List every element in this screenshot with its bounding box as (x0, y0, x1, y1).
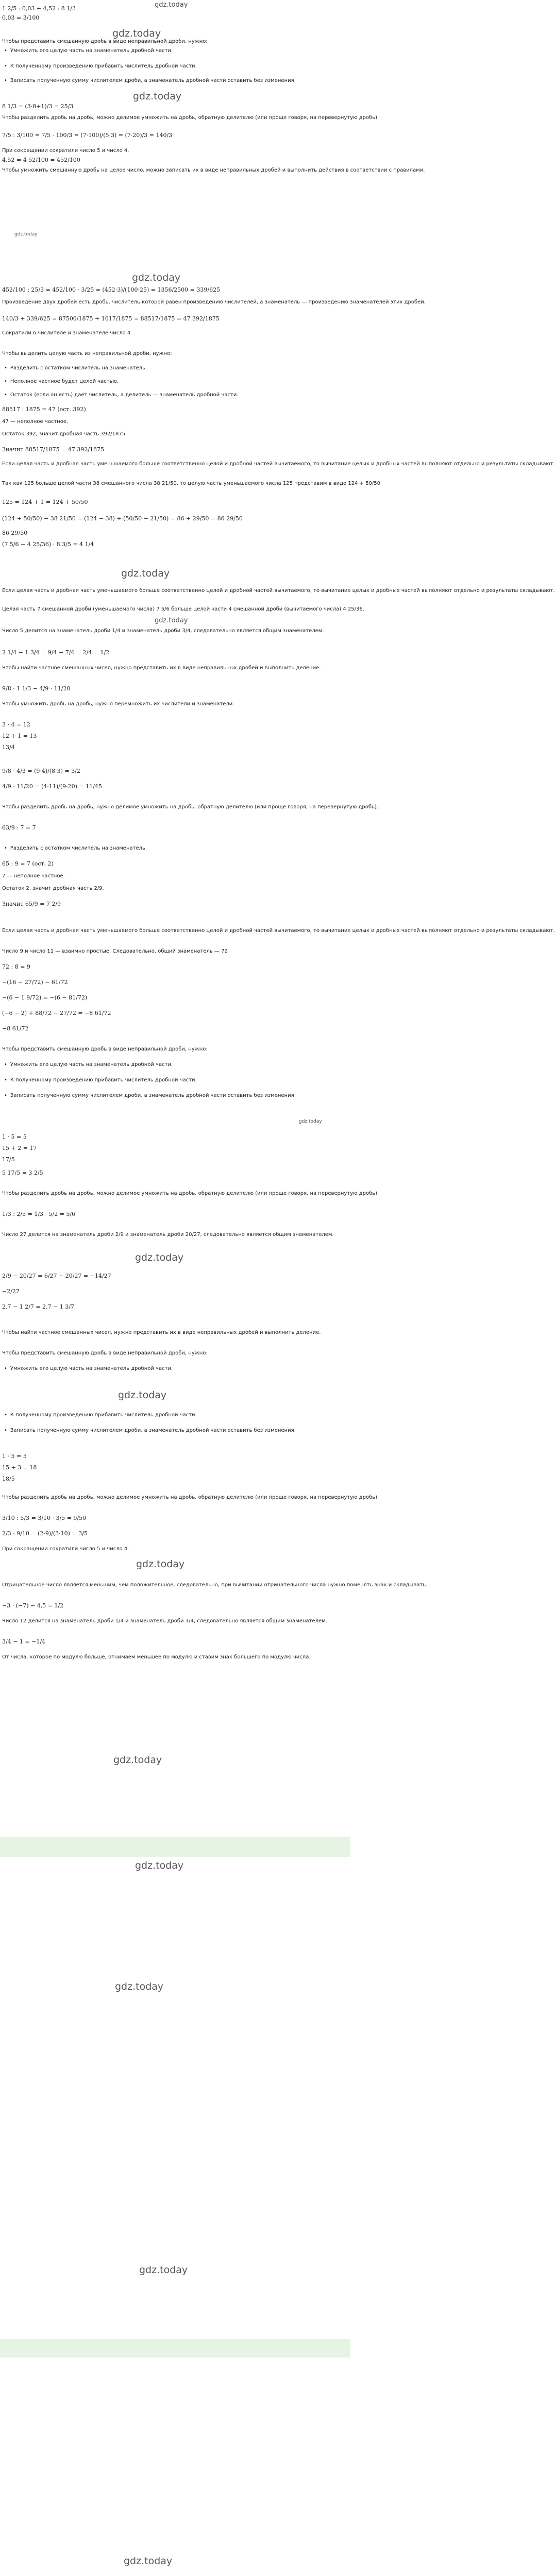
step-text: • К полученному произведению прибавить числитель дробной части. (4, 1077, 197, 1083)
math-line: (−6 − 2) + 88/72 − 27/72 = −8 61/72 (2, 1010, 111, 1016)
math-line: 4,52 = 4 52/100 = 452/100 (2, 157, 80, 163)
rule-text: Чтобы разделить дробь на дробь, нужно делимое умножить на дробь, обратную делителю (или проще говоря, на перевернутую дробь). (2, 804, 378, 810)
rule-text: Чтобы представить смешанную дробь в виде неправильной дроби, нужно: (2, 1046, 208, 1052)
math-line: −3 · (−7) − 4,5 = 1/2 (2, 1602, 64, 1609)
highlight-band (0, 2339, 350, 2358)
math-line: 2 1/4 − 1 3/4 = 9/4 − 7/4 = 2/4 = 1/2 (2, 649, 110, 656)
note-text: Целая часть 7 смешанной дроби (уменьшаемого числа) 7 5/6 больше целой части 4 смешанной дроби (вычитаемого числа) 4 25/36. (2, 606, 364, 612)
step-text: • Остаток (если он есть) дает числитель, а делитель — знаменатель дробной части. (4, 392, 239, 398)
note-text: Отрицательное число является меньшим, чем положительное, следовательно, при вычитании отрицательного числа нужно поменять знак и складывать. (2, 1582, 428, 1588)
step-text: • Умножить его целую часть на знаменатель дробной части. (4, 1365, 173, 1372)
math-line: 12 + 1 = 13 (2, 733, 37, 739)
step-text: Остаток 392, значит дробная часть 392/1875. (2, 431, 127, 437)
math-line: 65 : 9 = 7 (ост. 2) (2, 860, 54, 867)
rule-text: Чтобы умножить дробь на дробь, нужно перемножить их числители и знаменатели. (2, 701, 234, 707)
math-line: 15 + 3 = 18 (2, 1464, 37, 1471)
step-text: • Умножить его целую часть на знаменатель дробной части. (4, 47, 173, 54)
note-text: Число 9 и число 11 — взаимно простые. Следовательно, общий знаменатель — 72 (2, 948, 228, 954)
math-line: 140/3 + 339/625 = 87500/1875 + 1017/1875 = 88517/1875 = 47 392/1875 (2, 315, 220, 322)
math-line: 13/4 (2, 744, 15, 751)
math-line: 8 1/3 = (3·8+1)/3 = 25/3 (2, 103, 74, 110)
math-line: (124 + 50/50) − 38 21/50 = (124 − 38) + (50/50 − 21/50) = 86 + 29/50 = 86 29/50 (2, 515, 243, 522)
math-line: 3/4 − 1 = −1/4 (2, 1638, 46, 1645)
step-text: 7 — неполное частное. (2, 873, 65, 879)
watermark: gdz.today (299, 1119, 322, 1124)
note-text: Произведение двух дробей есть дробь, числитель которой равен произведению числителей, а знаменатель — произведению знаменателей этих дробей. (2, 299, 426, 305)
watermark: gdz.today (118, 1389, 167, 1401)
step-text: • К полученному произведению прибавить числитель дробной части. (4, 63, 197, 70)
watermark: gdz.today (135, 1860, 184, 1871)
math-line: 1 · 5 = 5 (2, 1133, 27, 1140)
math-line: 17/5 (2, 1156, 15, 1163)
rule-text: Если целая часть и дробная часть уменьшаемого больше соответственно целой и дробной частей вычитаемого, то вычитание целых и дробных частей выполняют отдельно и результаты складывают. (2, 928, 555, 934)
note-text: Число 12 делится на знаменатель дроби 1/4 и знаменатель дроби 3/4, следовательно является общим знаменателем. (2, 1618, 327, 1624)
rule-text: Чтобы выделить целую часть из неправильной дроби, нужно: (2, 351, 172, 357)
note-text: Число 27 делится на знаменатель дроби 2/9 и знаменатель дроби 20/27, следовательно является общим знаменателем. (2, 1232, 334, 1238)
watermark: gdz.today (124, 2555, 173, 2567)
answer: Значит 65/9 = 7 2/9 (2, 901, 61, 907)
step-text: • Записать полученную сумму числителем дроби, а знаменатель дробной части оставить без изменения (4, 77, 294, 84)
watermark: gdz.today (14, 232, 38, 237)
watermark: gdz.today (132, 272, 181, 283)
math-line: 15 + 2 = 17 (2, 1145, 37, 1151)
note-text: От числа, которое по модулю больше, отнимаем меньшее по модулю и ставим знак большего по модулю числа. (2, 1654, 311, 1660)
answer: −8 61/72 (2, 1025, 29, 1032)
expression: 9/8 · 1 1/3 − 4/9 · 11/20 (2, 685, 71, 692)
math-line: 5 17/5 = 3 2/5 (2, 1170, 43, 1176)
expression: 2,7 − 1 2/7 = 2,7 − 1 3/7 (2, 1303, 75, 1310)
rule-text: Чтобы представить смешанную дробь в виде неправильной дроби, нужно: (2, 39, 208, 44)
rule-text: Чтобы представить смешанную дробь в виде неправильной дроби, нужно: (2, 1350, 208, 1356)
step-text: • К полученному произведению прибавить числитель дробной части. (4, 1412, 197, 1418)
math-line: 4/9 · 11/20 = (4·11)/(9·20) = 11/45 (2, 783, 102, 790)
step-text: • Записать полученную сумму числителем дроби, а знаменатель дробной части оставить без изменения (4, 1427, 294, 1434)
math-line: 63/9 : 7 = 7 (2, 824, 36, 831)
math-line: 452/100 : 25/3 = 452/100 · 3/25 = (452·3)/(100·25) = 1356/2500 = 339/625 (2, 286, 221, 293)
answer: −2/27 (2, 1288, 20, 1295)
answer: Значит 88517/1875 = 47 392/1875 (2, 446, 105, 453)
step-text: Остаток 2, значит дробная часть 2/9. (2, 886, 104, 891)
expression: 1 2/5 : 0,03 + 4,52 : 8 1/3 (2, 5, 76, 12)
watermark: gdz.today (113, 1754, 162, 1766)
note-text: При сокращении сократили число 5 и число 4. (2, 1546, 129, 1552)
step-text: • Неполное частное будет целой частью. (4, 378, 119, 385)
math-line: 125 = 124 + 1 = 124 + 50/50 (2, 499, 88, 505)
step-text: 47 — неполное частное. (2, 419, 69, 425)
math-line: 1/3 : 2/5 = 1/3 · 5/2 = 5/6 (2, 1211, 76, 1217)
rule-text: Чтобы разделить дробь на дробь, можно делимое умножить на дробь, обратную делителю (или проще говоря, на перевернутую дробь). (2, 1495, 379, 1500)
math-line: −(6 − 1 9/72) = −(6 − 81/72) (2, 994, 88, 1001)
math-line: 9/8 · 4/3 = (9·4)/(8·3) = 3/2 (2, 768, 80, 774)
rule-text: Если целая часть и дробная часть уменьшаемого больше соответственно целой и дробной частей вычитаемого, то вычитание целых и дробных частей выполняют отдельно и результаты складывают. (2, 588, 555, 594)
expression: −(16 − 27/72) − 61/72 (2, 979, 68, 986)
rule-text: Чтобы разделить дробь на дробь, можно делимое умножить на дробь, обратную делителю (или проще говоря, на перевернутую дробь). (2, 1191, 379, 1196)
rule-text: Чтобы умножить смешанную дробь на целое число, можно записать их в виде неправильных дробей и выполнить действия в соответствии с правилами. (2, 167, 425, 173)
math-line: 2/3 · 9/10 = (2·9)/(3·10) = 3/5 (2, 1530, 88, 1537)
answer: 86 29/50 (2, 530, 28, 536)
math-line: 88517 : 1875 = 47 (ост. 392) (2, 406, 86, 413)
rule-text: Чтобы разделить дробь на дробь, можно делимое умножить на дробь, обратную делителю (или проще говоря, на перевернутую дробь). (2, 115, 379, 121)
math-line: 0,03 = 3/100 (2, 14, 40, 21)
math-line: 2/9 − 20/27 = 6/27 − 20/27 = −14/27 (2, 1273, 111, 1279)
math-line: 3/10 : 5/3 = 3/10 · 3/5 = 9/50 (2, 1515, 87, 1521)
math-line: 72 : 8 = 9 (2, 963, 30, 970)
step-text: • Разделить с остатком числитель на знаменатель. (4, 365, 147, 371)
highlight-band (0, 1837, 350, 1857)
note-text: Так как 125 больше целой части 38 смешанного числа 38 21/50, то целую часть уменьшаемого числа 125 представим в виде 124 + 50/50 (2, 481, 380, 486)
math-line: 3 · 4 = 12 (2, 721, 30, 728)
watermark: gdz.today (139, 2264, 188, 2276)
note-text: Сократили в числителе и знаменателе число 4. (2, 330, 132, 336)
expression: (7 5/6 − 4 25/36) · 8 3/5 = 4 1/4 (2, 541, 94, 548)
rule-text: Чтобы найти частное смешанных чисел, нужно представить их в виде неправильных дробей и выполнить деление. (2, 665, 321, 671)
math-line: 1 · 5 = 5 (2, 1453, 27, 1460)
rule-text: Чтобы найти частное смешанных чисел, нужно представить их в виде неправильных дробей и выполнить деление. (2, 1330, 321, 1335)
site-header-label[interactable]: gdz.today (155, 1, 188, 9)
watermark: gdz.today (112, 28, 161, 39)
watermark: gdz.today (115, 1981, 164, 1992)
math-line: 7/5 : 3/100 = 7/5 · 100/3 = (7·100)/(5·3) = (7·20)/3 = 140/3 (2, 132, 173, 139)
step-text: • Записать полученную сумму числителем дроби, а знаменатель дробной части оставить без изменения (4, 1092, 294, 1099)
step-text: • Умножить его целую часть на знаменатель дробной части. (4, 1061, 173, 1068)
rule-text: Если целая часть и дробная часть уменьшаемого больше соответственно целой и дробной частей вычитаемого, то вычитание целых и дробных частей выполняют отдельно и результаты складывают. (2, 461, 555, 467)
note-text: Число 5 делится на знаменатель дроби 1/4 и знаменатель дроби 3/4, следовательно является общим знаменателем. (2, 628, 324, 634)
step-text: • Разделить с остатком числитель на знаменатель. (4, 845, 147, 852)
watermark: gdz.today (136, 1558, 185, 1570)
watermark: gdz.today (135, 1252, 184, 1263)
watermark: gdz.today (121, 568, 170, 579)
note-text: При сокращении сократили число 5 и число 4. (2, 148, 129, 154)
watermark: gdz.today (133, 91, 182, 102)
watermark: gdz.today (155, 617, 188, 624)
math-line: 18/5 (2, 1476, 15, 1482)
